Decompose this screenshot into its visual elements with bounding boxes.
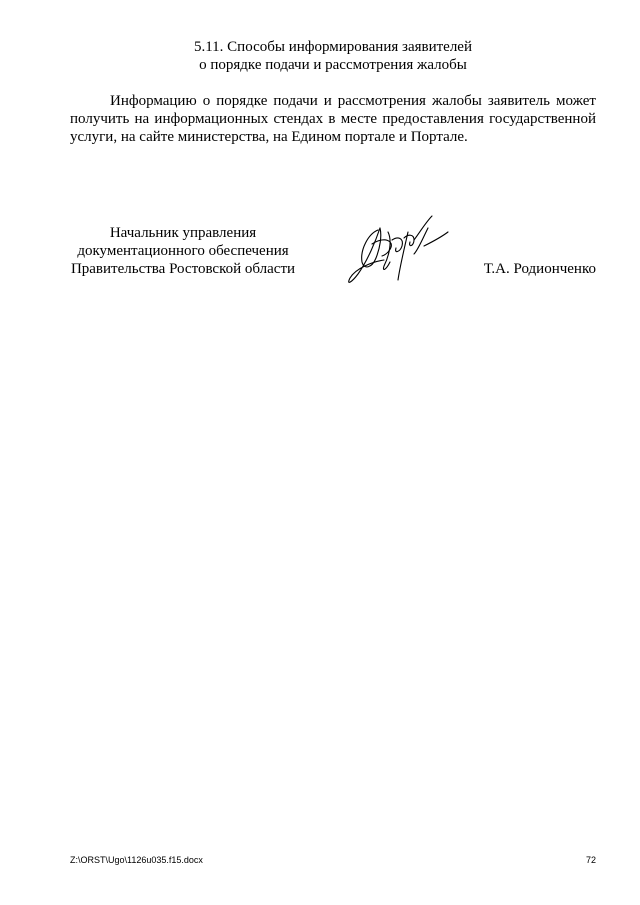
page-number: 72 <box>585 855 596 865</box>
signer-position-line-2: документационного обеспечения <box>77 243 289 259</box>
signer-position <box>60 224 306 278</box>
body-paragraph: Информацию о порядке подачи и рассмотрения жалобы заявитель может получить на информационных стендах в месте предоставления государственной услуги, на сайте министерства, на Едином портале и Портале. <box>70 93 596 145</box>
signer-position-line-1: Начальник управления <box>109 225 257 241</box>
section-title-line-2: о порядке подачи и рассмотрения жалобы <box>199 57 467 73</box>
handwritten-signature-icon <box>338 210 458 295</box>
signer-position-line-3: Правительства Ростовской области <box>70 261 296 277</box>
section-title <box>70 38 596 74</box>
signer-name: Т.А. Родионченко <box>483 261 596 277</box>
section-title-line-1: 5.11. Способы информирования заявителей <box>193 39 472 55</box>
footer-file-path: Z:\ORST\Ugo\1126u035.f15.docx <box>70 855 203 865</box>
